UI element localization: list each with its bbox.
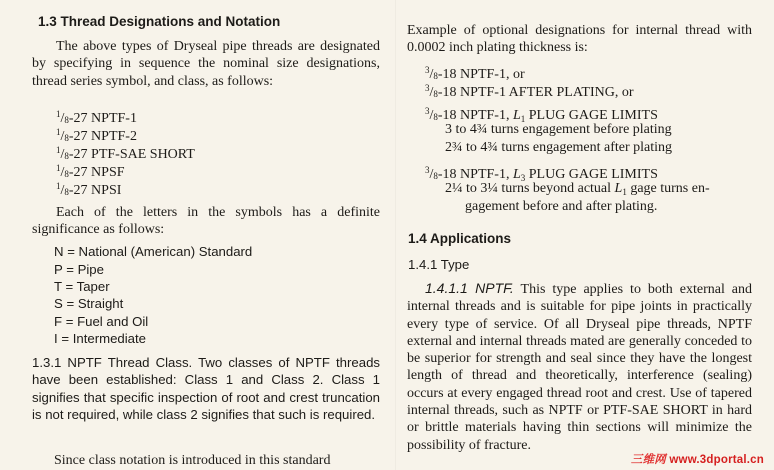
applications-heading: 1.4 Applications xyxy=(408,231,512,246)
legend-item: P = Pipe xyxy=(54,262,104,277)
designation-detail: 3 to 4¾ turns engagement before plating xyxy=(445,122,672,137)
nptf-paragraph: 1.4.1.1 NPTF. This type applies to both external and internal threads and is suitable for pipe joints in practically every type of service. Of all Dryseal pipe threads, NPTF external and internal threads mated are generally conceded to be superior for strength and seal since they have the longest length of thread and theoretically, interference (sealing) occurs at every engaged thread root and crest. Use of tapered internal threads, such as NPTF or PTF-SAE SHORT in hard or brittle materials having thin sections will minimize the possibility of fracture. xyxy=(407,280,753,453)
designation-option: $^3/_8-18$ NPTF-1, $L_1$ PLUG GAGE LIMITS xyxy=(425,106,658,124)
example-item: $^1/_8-27$ NPSI xyxy=(56,181,122,198)
section-heading: 1.3 Thread Designations and Notation xyxy=(38,14,281,29)
optional-designations-intro: Example of optional designations for internal thread with 0.0002 inch plating thickness is: xyxy=(407,23,752,56)
example-item: $^1/_8-27$ NPTF-2 xyxy=(56,127,137,144)
legend-item: F = Fuel and Oil xyxy=(54,314,149,329)
example-item: $^1/_8-27$ NPSF xyxy=(56,163,125,180)
legend-item: N = National (American) Standard xyxy=(54,244,253,259)
class-paragraph: 1.3.1 NPTF Thread Class. Two classes of NPTF threads have been established: Class 1 and Class 2. Class 1 signifies that specific inspection of root and crest truncation is not required, while class 2 signifies that such is required. xyxy=(32,355,380,422)
legend-item: I = Intermediate xyxy=(54,331,146,346)
designation-detail: 2¾ to 4¾ turns engagement after plating xyxy=(445,140,673,155)
legend-item: T = Taper xyxy=(54,279,110,294)
watermark-logo: 三维网 www.3dportal.cn xyxy=(630,454,764,466)
trailing-paragraph: Since class notation is introduced in this standard xyxy=(54,453,331,468)
letters-intro: Each of the letters in the symbols has a definite significance as follows: xyxy=(32,205,380,238)
nptf-label: 1.4.1.1 NPTF. xyxy=(425,280,514,296)
column-gutter xyxy=(395,0,396,470)
example-item: $^1/_8-27$ PTF-SAE SHORT xyxy=(56,145,195,162)
designation-option: $^3/_8-18$ NPTF-1, or xyxy=(425,65,525,82)
designation-option: $^3/_8-18$ NPTF-1, $L_3$ PLUG GAGE LIMITS xyxy=(425,165,658,183)
designation-detail: gagement before and after plating. xyxy=(465,199,658,214)
intro-paragraph: The above types of Dryseal pipe threads are designated by specifying in sequence the nominal size designations, thread series symbol, and class, as follows: xyxy=(32,39,380,89)
designation-detail: 2¼ to 3¼ turns beyond actual $L_1$ gage turns en- xyxy=(445,181,710,197)
example-item: $^1/_8-27$ NPTF-1 xyxy=(56,109,137,126)
type-subheading: 1.4.1 Type xyxy=(408,257,470,272)
legend-item: S = Straight xyxy=(54,296,124,311)
designation-option: $^3/_8-18$ NPTF-1 AFTER PLATING, or xyxy=(425,83,634,100)
